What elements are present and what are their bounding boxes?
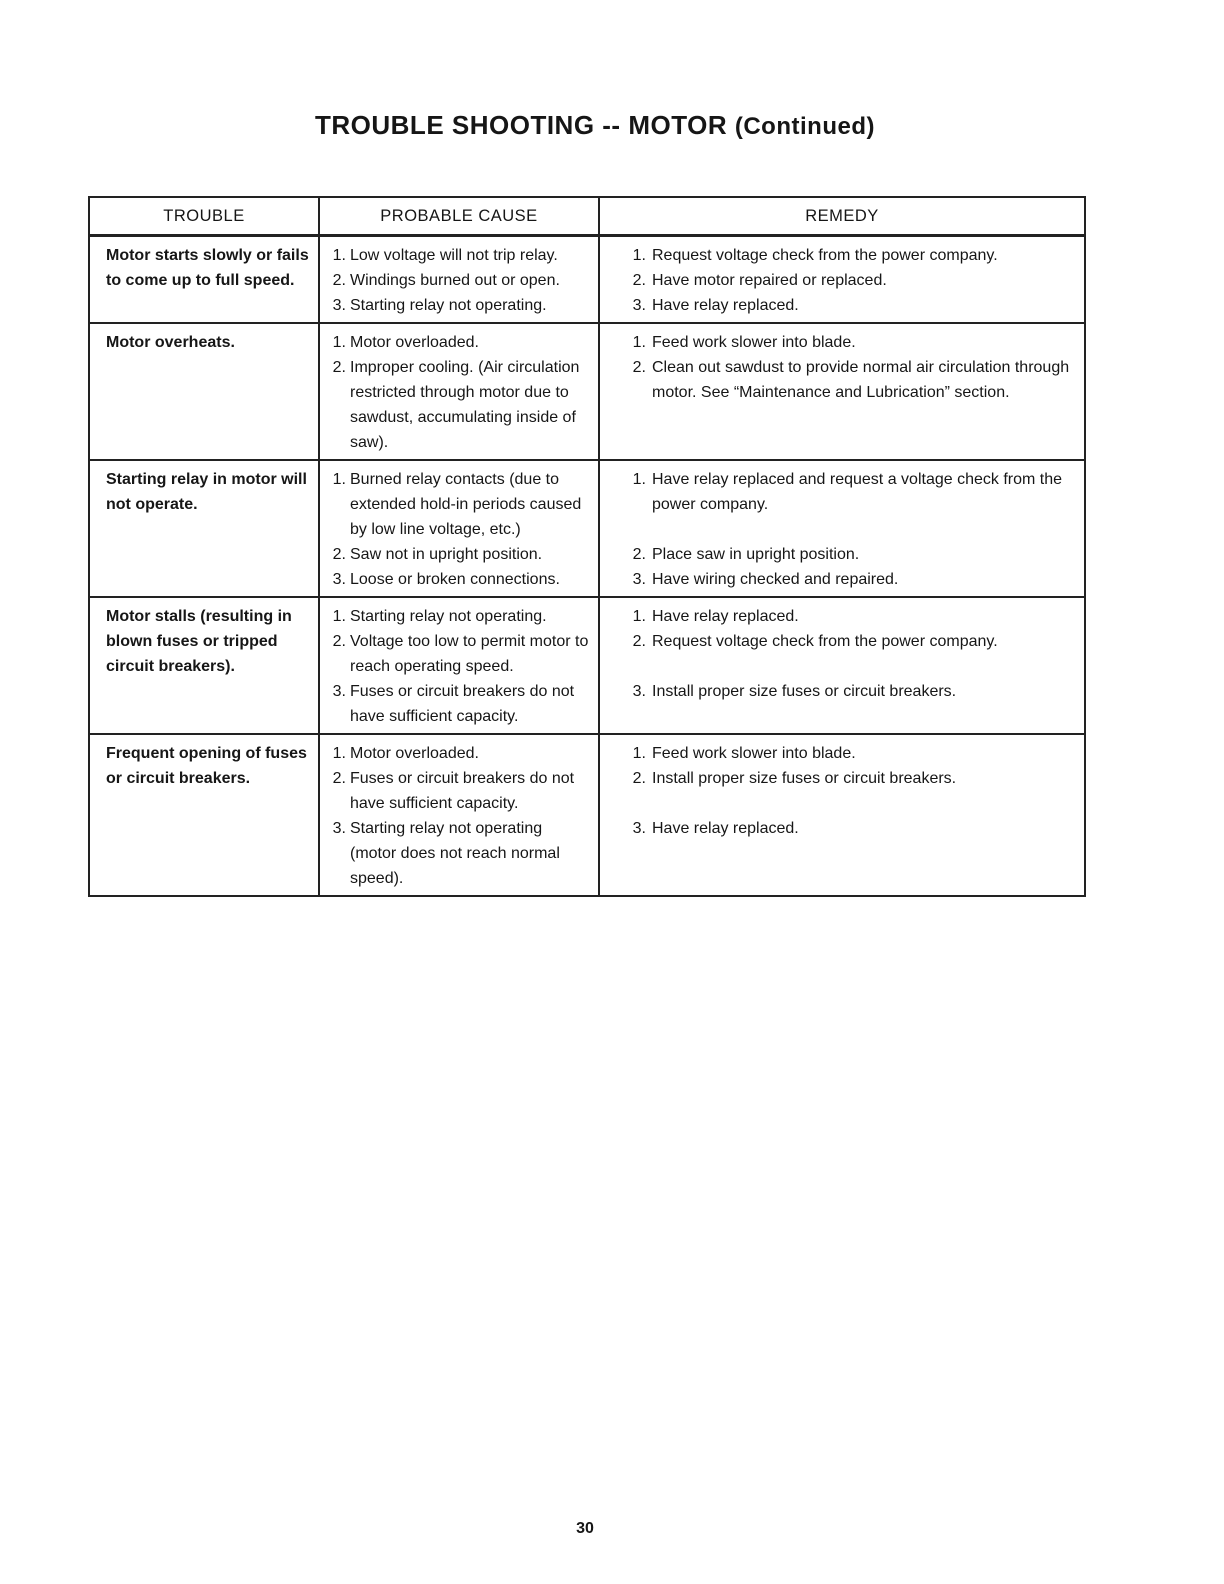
cause-text: Starting relay not operating. [350, 297, 547, 314]
cause-number: 1. [332, 608, 346, 625]
cause-list [326, 604, 592, 729]
page-title [0, 110, 1190, 141]
remedy-item [606, 355, 1078, 455]
cause-list [326, 741, 592, 891]
cause-list [326, 467, 592, 592]
cause-item [326, 567, 592, 592]
cause-item [326, 679, 592, 729]
remedy-item [606, 467, 1078, 542]
remedy-item [606, 604, 1078, 629]
table-row [89, 734, 1085, 896]
trouble-text: Starting relay in motor will not operate. [106, 471, 307, 513]
remedy-number: 1. [632, 247, 646, 264]
cause-number: 3. [332, 683, 346, 700]
cause-item [326, 330, 592, 355]
header-probable-cause: PROBABLE CAUSE [319, 197, 599, 236]
cause-item [326, 542, 592, 567]
cause-text: Low voltage will not trip relay. [350, 247, 558, 264]
cause-number: 1. [332, 745, 346, 762]
remedy-number: 2. [632, 546, 646, 563]
cause-text: Fuses or circuit breakers do not have sufficient capacity. [350, 770, 575, 812]
cause-item [326, 293, 592, 318]
cause-text: Windings burned out or open. [350, 272, 560, 289]
remedy-cell [599, 236, 1085, 324]
remedy-item [606, 542, 1078, 567]
remedy-text: Have relay replaced. [652, 608, 799, 625]
remedy-text: Feed work slower into blade. [652, 745, 856, 762]
remedy-text: Have wiring checked and repaired. [652, 571, 899, 588]
probable-cause-cell [319, 597, 599, 734]
remedy-list [606, 467, 1078, 592]
remedy-text: Have relay replaced. [652, 820, 799, 837]
trouble-cell [89, 597, 319, 734]
remedy-number: 1. [632, 608, 646, 625]
cause-list [326, 243, 592, 318]
remedy-item [606, 766, 1078, 816]
remedy-item [606, 268, 1078, 293]
table-row [89, 597, 1085, 734]
cause-number: 2. [332, 272, 346, 289]
table-header-row [89, 197, 1085, 236]
cause-number: 1. [332, 247, 346, 264]
cause-item [326, 741, 592, 766]
header-remedy: REMEDY [599, 197, 1085, 236]
troubleshooting-table [88, 196, 1086, 897]
remedy-number: 3. [632, 683, 646, 700]
cause-number: 3. [332, 571, 346, 588]
remedy-text: Feed work slower into blade. [652, 334, 856, 351]
remedy-text: Place saw in upright position. [652, 546, 860, 563]
probable-cause-cell [319, 460, 599, 597]
cause-item [326, 604, 592, 629]
cause-number: 2. [332, 770, 346, 787]
remedy-number: 2. [632, 770, 646, 787]
remedy-number: 3. [632, 571, 646, 588]
remedy-number: 2. [632, 359, 646, 376]
remedy-text: Have motor repaired or replaced. [652, 272, 887, 289]
cause-text: Voltage too low to permit motor to reach operating speed. [350, 633, 589, 675]
remedy-cell [599, 734, 1085, 896]
remedy-text: Clean out sawdust to provide normal air circulation through motor. See “Maintenance and Lubrication” section. [652, 359, 1070, 401]
header-trouble: TROUBLE [89, 197, 319, 236]
cause-text: Fuses or circuit breakers do not have sufficient capacity. [350, 683, 575, 725]
cause-text: Saw not in upright position. [350, 546, 543, 563]
remedy-number: 1. [632, 334, 646, 351]
cause-number: 3. [332, 820, 346, 837]
remedy-number: 1. [632, 471, 646, 488]
probable-cause-cell [319, 236, 599, 324]
remedy-item [606, 330, 1078, 355]
probable-cause-cell [319, 734, 599, 896]
remedy-number: 1. [632, 745, 646, 762]
cause-item [326, 355, 592, 455]
remedy-item [606, 679, 1078, 729]
remedy-item [606, 816, 1078, 891]
remedy-item [606, 741, 1078, 766]
page-title-main: TROUBLE SHOOTING -- MOTOR [315, 110, 728, 140]
cause-number: 1. [332, 334, 346, 351]
remedy-item [606, 293, 1078, 318]
remedy-text: Install proper size fuses or circuit breakers. [652, 770, 957, 787]
remedy-number: 2. [632, 633, 646, 650]
cause-text: Loose or broken connections. [350, 571, 560, 588]
remedy-text: Have relay replaced and request a voltage check from the power company. [652, 471, 1063, 513]
remedy-text: Have relay replaced. [652, 297, 799, 314]
trouble-text: Frequent opening of fuses or circuit breakers. [106, 745, 307, 787]
cause-number: 2. [332, 546, 346, 563]
cause-number: 2. [332, 633, 346, 650]
cause-text: Burned relay contacts (due to extended hold-in periods caused by low line voltage, etc.) [350, 471, 582, 538]
page-title-suffix: (Continued) [734, 113, 875, 140]
table-row [89, 236, 1085, 324]
cause-number: 2. [332, 359, 346, 376]
remedy-cell [599, 323, 1085, 460]
remedy-list [606, 243, 1078, 318]
remedy-text: Request voltage check from the power company. [652, 633, 998, 650]
cause-number: 1. [332, 471, 346, 488]
cause-number: 3. [332, 297, 346, 314]
table-row [89, 323, 1085, 460]
trouble-cell [89, 460, 319, 597]
trouble-text: Motor starts slowly or fails to come up to full speed. [106, 247, 309, 289]
probable-cause-cell [319, 323, 599, 460]
cause-item [326, 243, 592, 268]
cause-item [326, 467, 592, 542]
trouble-cell [89, 734, 319, 896]
remedy-number: 2. [632, 272, 646, 289]
cause-text: Starting relay not operating. [350, 608, 547, 625]
cause-text: Improper cooling. (Air circulation restricted through motor due to sawdust, accumulating inside of saw). [350, 359, 580, 451]
remedy-cell [599, 460, 1085, 597]
trouble-text: Motor overheats. [106, 334, 235, 351]
remedy-cell [599, 597, 1085, 734]
trouble-text: Motor stalls (resulting in blown fuses or tripped circuit breakers). [106, 608, 292, 675]
remedy-number: 3. [632, 297, 646, 314]
trouble-cell [89, 236, 319, 324]
table-row [89, 460, 1085, 597]
page-number: 30 [576, 1520, 594, 1537]
remedy-list [606, 604, 1078, 729]
remedy-number: 3. [632, 820, 646, 837]
cause-text: Motor overloaded. [350, 334, 479, 351]
remedy-text: Install proper size fuses or circuit breakers. [652, 683, 957, 700]
remedy-list [606, 330, 1078, 455]
cause-item [326, 816, 592, 891]
cause-item [326, 629, 592, 679]
trouble-cell [89, 323, 319, 460]
remedy-item [606, 567, 1078, 592]
cause-text: Motor overloaded. [350, 745, 479, 762]
cause-text: Starting relay not operating (motor does not reach normal speed). [350, 820, 560, 887]
cause-item [326, 766, 592, 816]
cause-item [326, 268, 592, 293]
remedy-text: Request voltage check from the power company. [652, 247, 998, 264]
table-body [89, 236, 1085, 897]
cause-list [326, 330, 592, 455]
remedy-item [606, 243, 1078, 268]
remedy-list [606, 741, 1078, 891]
remedy-item [606, 629, 1078, 679]
